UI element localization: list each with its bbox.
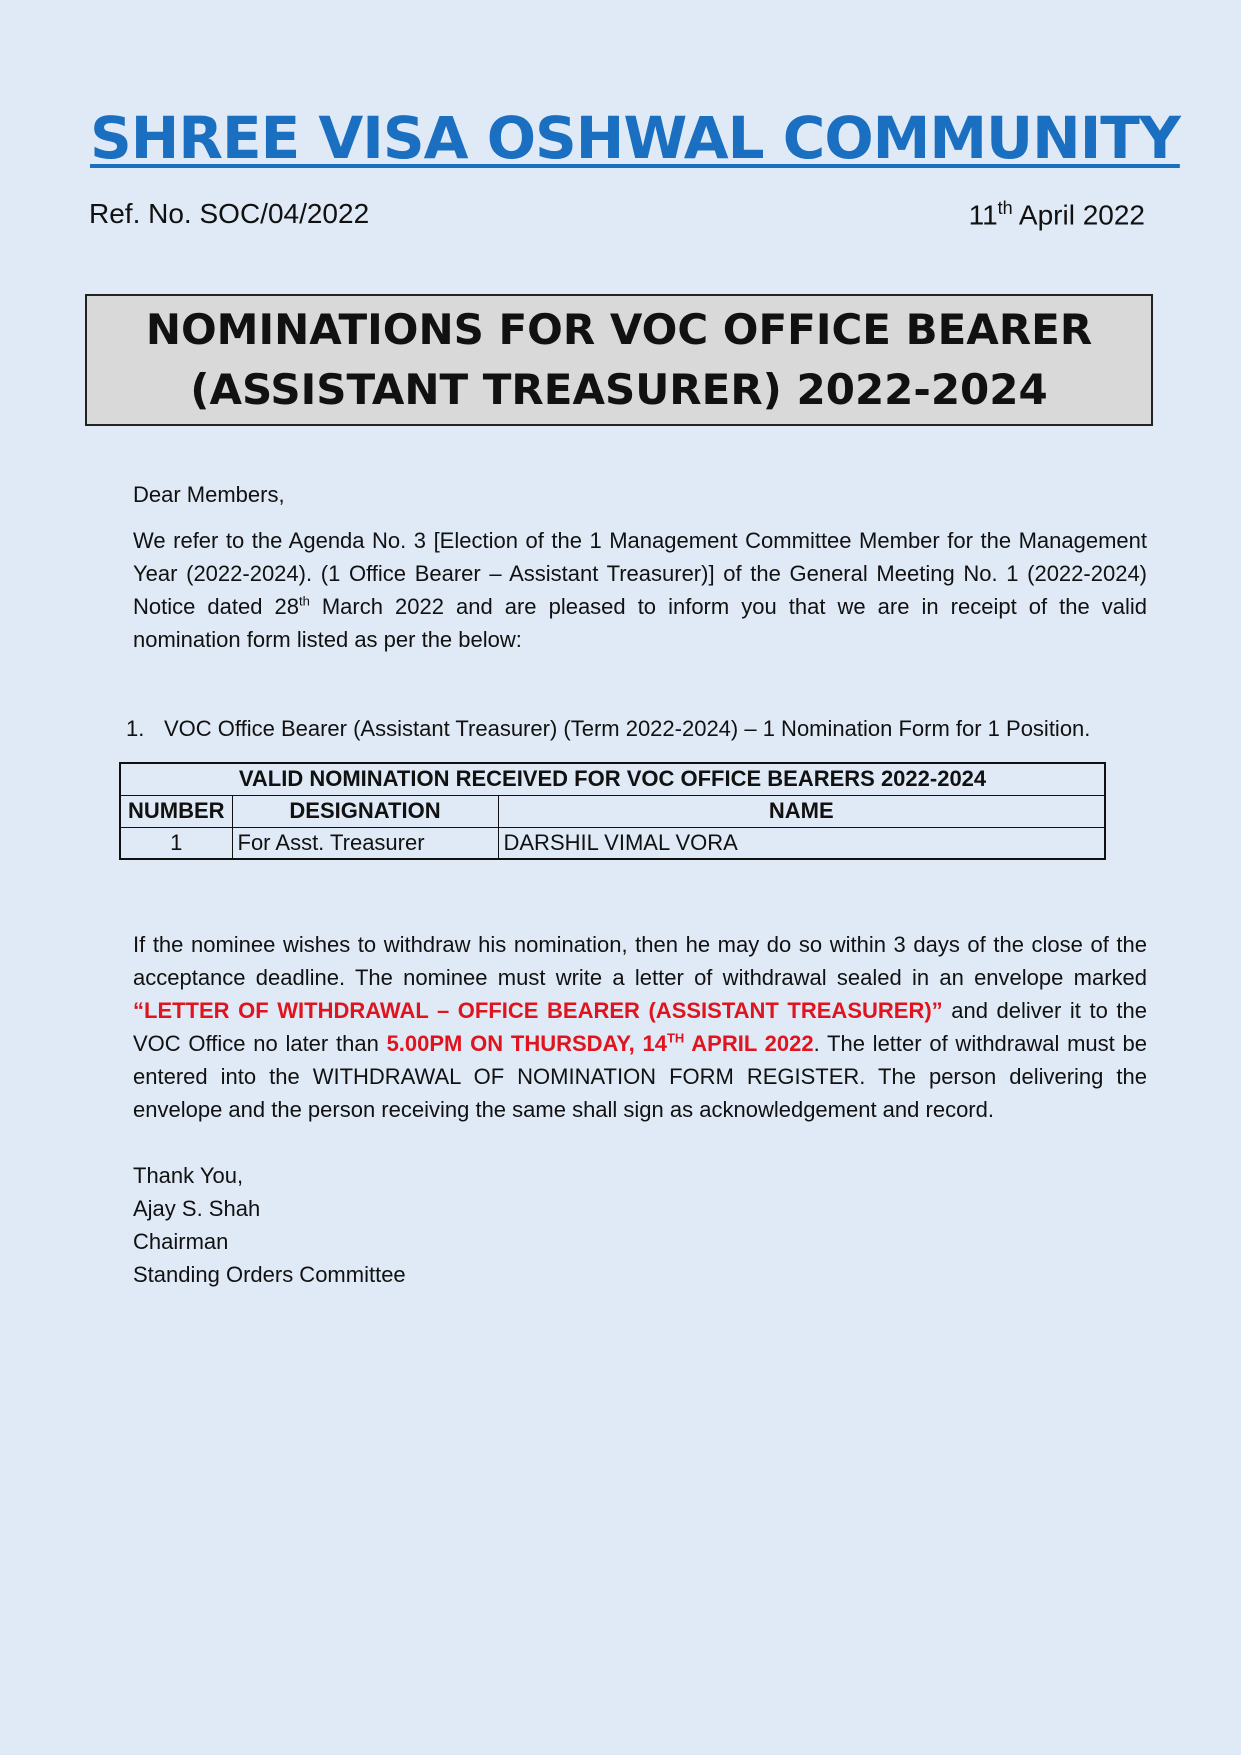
letter-date xyxy=(969,198,1145,231)
greeting: Dear Members, xyxy=(133,482,285,507)
deadline-text-b: APRIL 2022 xyxy=(684,1031,814,1056)
deadline-text-a: 5.00PM ON THURSDAY, 14 xyxy=(386,1031,667,1056)
intro-text-a: We refer to the Agenda No. 3 [Election of the 1 Management Committee Member for the Management Year (2022-2024). (1 Office Bearer – Assistant Treasurer)] of the General Meeting No. 1 (2022-2024) Notice dated 28 xyxy=(133,528,1147,619)
notice-heading xyxy=(85,294,1153,426)
withdrawal-text-b: and deliver it to the VOC Office no later than xyxy=(133,998,1147,1056)
position-list-item xyxy=(126,716,1090,742)
header-name: NAME xyxy=(498,795,1105,827)
signoff-title: Chairman xyxy=(133,1229,229,1254)
header-designation: DESIGNATION xyxy=(232,795,498,827)
cell-name: DARSHIL VIMAL VORA xyxy=(498,827,1105,859)
table-title-row xyxy=(120,763,1105,795)
header-number: NUMBER xyxy=(120,795,232,827)
date-ordinal: th xyxy=(997,198,1013,218)
intro-text-b: March 2022 and are pleased to inform you that we are in receipt of the valid nomination form listed as per the below: xyxy=(133,594,1147,652)
table-header-row xyxy=(120,795,1105,827)
notice-heading-line2: (ASSISTANT TREASURER) 2022-2024 xyxy=(190,365,1048,414)
cell-number: 1 xyxy=(120,827,232,859)
withdrawal-text-a: If the nominee wishes to withdraw his nomination, then he may do so within 3 days of the close of the acceptance deadline. The nominee must write a letter of withdrawal sealed in an envelope marked xyxy=(133,932,1147,990)
table-row xyxy=(120,827,1105,859)
deadline-ordinal: TH xyxy=(666,1030,685,1046)
signoff-thanks: Thank You, xyxy=(133,1163,244,1188)
intro-paragraph xyxy=(133,524,1147,656)
withdrawal-text-c: . The letter of withdrawal must be entered into the WITHDRAWAL OF NOMINATION FORM REGISTER. The person delivering the envelope and the person receiving the same shall sign as acknowledgement and record. xyxy=(133,1031,1148,1122)
signoff-name: Ajay S. Shah xyxy=(133,1196,261,1221)
nomination-table xyxy=(119,762,1106,860)
date-month-year: April 2022 xyxy=(1012,199,1145,231)
intro-ordinal: th xyxy=(298,593,310,609)
signoff-block xyxy=(133,1159,406,1291)
date-day: 11 xyxy=(968,199,998,231)
list-text: VOC Office Bearer (Assistant Treasurer) (Term 2022-2024) – 1 Nomination Form for 1 Position. xyxy=(164,716,1091,741)
list-number: 1. xyxy=(126,716,145,741)
notice-heading-line1: NOMINATIONS FOR VOC OFFICE BEARER xyxy=(145,305,1093,354)
table-title: VALID NOMINATION RECEIVED FOR VOC OFFICE BEARERS 2022-2024 xyxy=(120,763,1105,795)
cell-designation: For Asst. Treasurer xyxy=(232,827,498,859)
withdrawal-label-highlight: “LETTER OF WITHDRAWAL – OFFICE BEARER (ASSISTANT TREASURER)” xyxy=(133,998,943,1023)
signoff-committee: Standing Orders Committee xyxy=(133,1262,406,1287)
withdrawal-paragraph xyxy=(133,928,1147,1126)
deadline-highlight xyxy=(387,1031,814,1056)
reference-number: Ref. No. SOC/04/2022 xyxy=(89,198,370,229)
organization-title: SHREE VISA OSHWAL COMMUNITY xyxy=(90,104,1180,172)
